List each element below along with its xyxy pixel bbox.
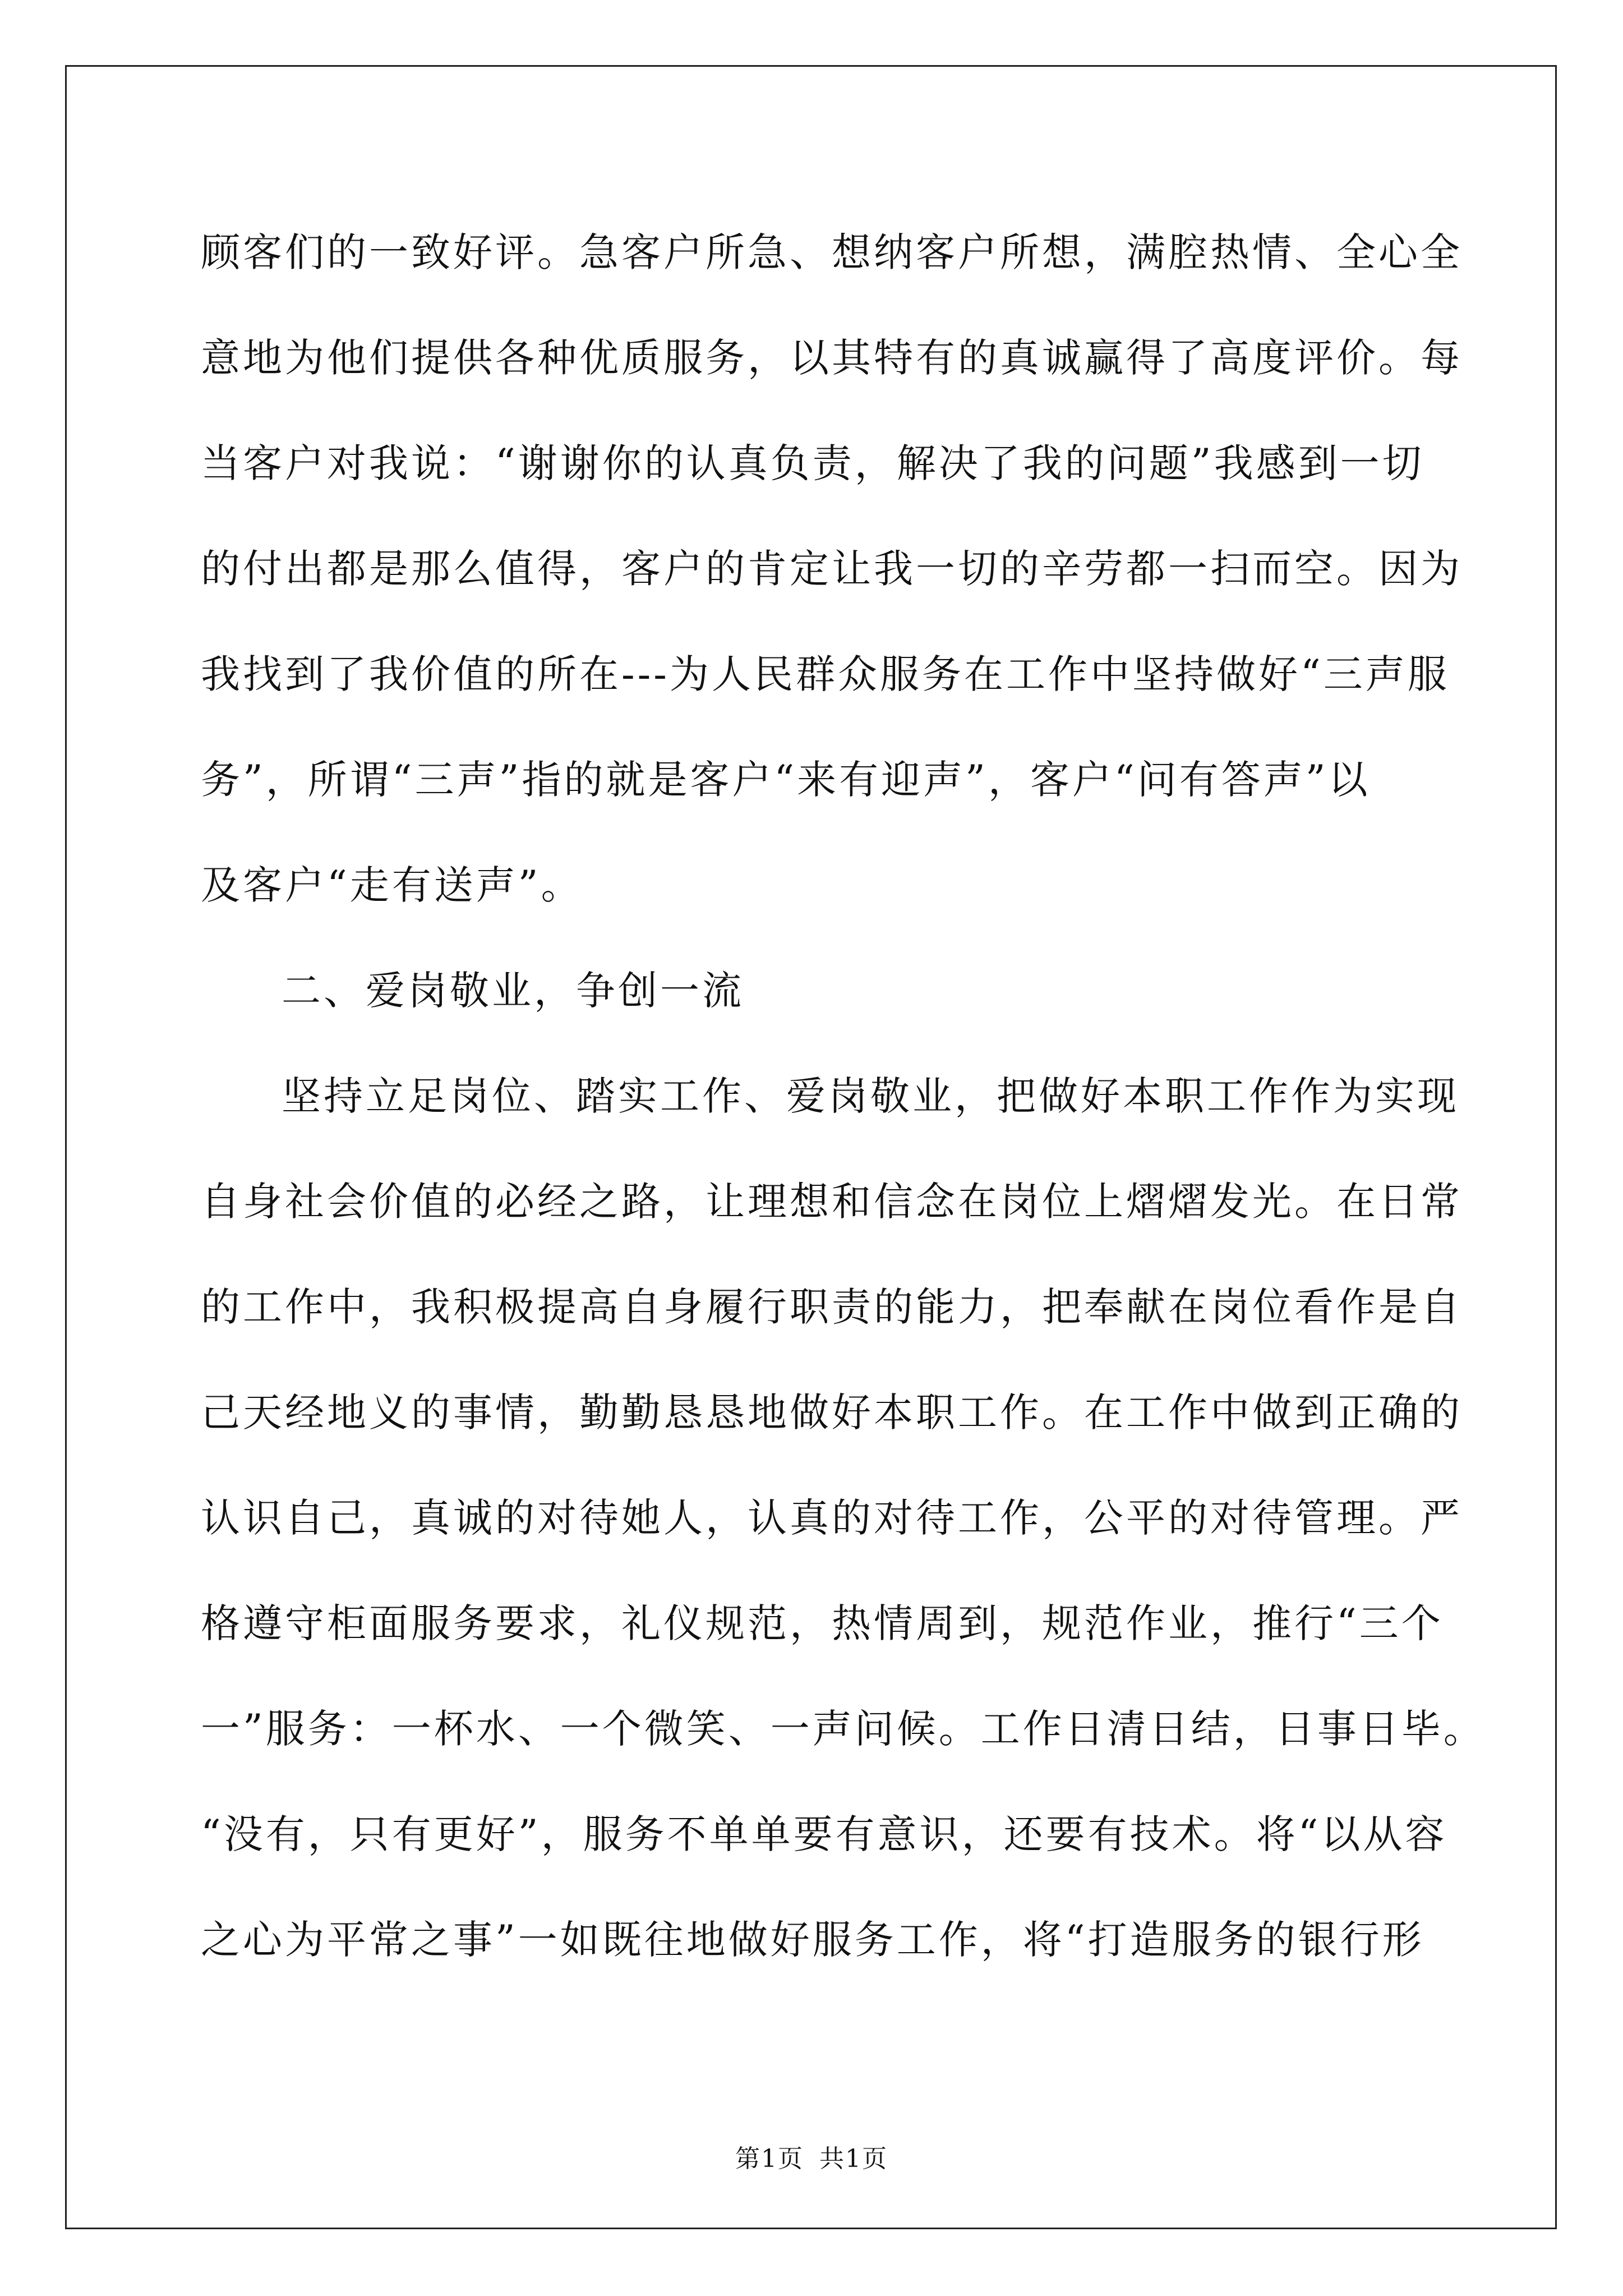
section-heading: 二、爱岗敬业，争创一流 xyxy=(282,968,744,1014)
text-line-17: 之心为平常之事”一如既往地做好服务工作，将“打造服务的银行形 xyxy=(201,1917,1424,1963)
text-line-6: 务”，所谓“三声”指的就是客户“来有迎声”，客户“问有答声”以 xyxy=(201,757,1371,803)
text-line-2: 意地为他们提供各种优质服务，以其特有的真诚赢得了高度评价。每 xyxy=(201,335,1463,381)
page-total: 共1页 xyxy=(819,2145,888,2173)
text-line-16: “没有，只有更好”，服务不单单要有意识，还要有技术。将“以从容 xyxy=(201,1811,1447,1857)
text-line-10: 自身社会价值的必经之路，让理想和信念在岗位上熠熠发光。在日常 xyxy=(201,1179,1463,1225)
text-line-11: 的工作中，我积极提高自身履行职责的能力，把奉献在岗位看作是自 xyxy=(201,1284,1463,1330)
text-line-7: 及客户“走有送声”。 xyxy=(201,862,583,908)
document-body xyxy=(201,213,1486,2006)
page-number: 第1页 xyxy=(735,2145,804,2173)
text-line-13: 认识自己，真诚的对待她人，认真的对待工作，公平的对待管理。严 xyxy=(201,1495,1463,1541)
text-line-9: 坚持立足岗位、踏实工作、爱岗敬业，把做好本职工作作为实现 xyxy=(282,1073,1459,1119)
text-line-4: 的付出都是那么值得，客户的肯定让我一切的辛劳都一扫而空。因为 xyxy=(201,546,1463,592)
page-footer xyxy=(0,2138,1623,2174)
text-line-5: 我找到了我价值的所在---为人民群众服务在工作中坚持做好“三声服 xyxy=(201,651,1450,697)
text-line-12: 己天经地义的事情，勤勤恳恳地做好本职工作。在工作中做到正确的 xyxy=(201,1389,1463,1435)
text-line-1: 顾客们的一致好评。急客户所急、想纳客户所想，满腔热情、全心全 xyxy=(201,229,1463,275)
text-line-3: 当客户对我说：“谢谢你的认真负责，解决了我的问题”我感到一切 xyxy=(201,440,1424,486)
text-line-14: 格遵守柜面服务要求，礼仪规范，热情周到，规范作业，推行“三个 xyxy=(201,1600,1444,1646)
text-line-15: 一”服务：一杯水、一个微笑、一声问候。工作日清日结，日事日毕。 xyxy=(201,1706,1486,1752)
